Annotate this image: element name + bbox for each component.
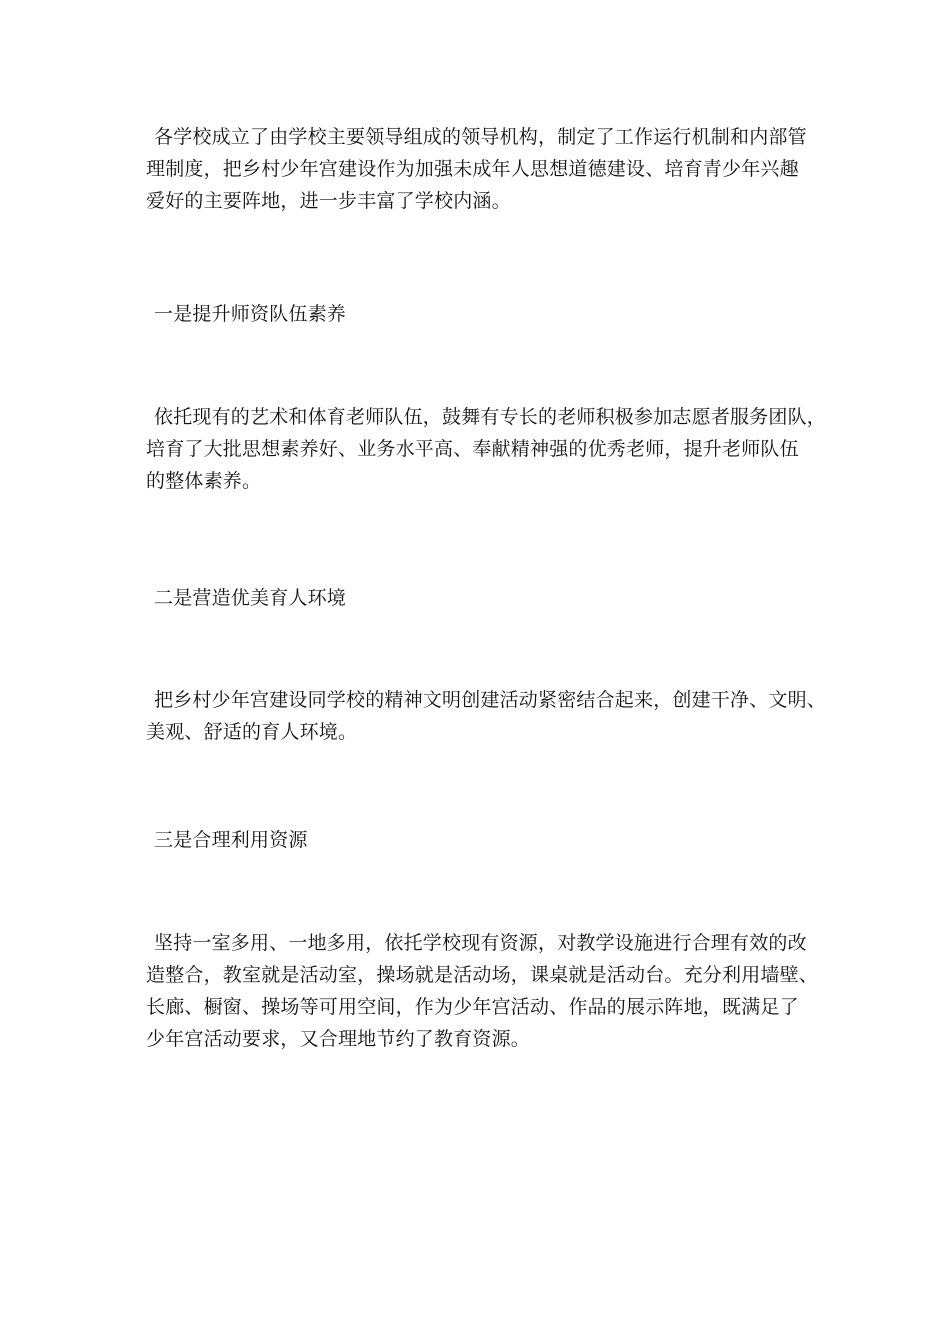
paragraph-line: 理制度，把乡村少年宫建设作为加强未成年人思想道德建设、培育青少年兴趣: [146, 158, 799, 180]
paragraph-line: 各学校成立了由学校主要领导组成的领导机构，制定了工作运行机制和内部管: [154, 126, 807, 148]
paragraph-line: 培育了大批思想素养好、业务水平高、奉献精神强的优秀老师，提升老师队伍: [146, 438, 799, 460]
paragraph-line: 坚持一室多用、一地多用，依托学校现有资源，对教学设施进行合理有效的改: [154, 932, 807, 954]
paragraph-line: 长廊、橱窗、操场等可用空间，作为少年宫活动、作品的展示阵地，既满足了: [146, 996, 799, 1018]
paragraph-line: 的整体素养。: [146, 470, 262, 492]
paragraph-line: 依托现有的艺术和体育老师队伍，鼓舞有专长的老师积极参加志愿者服务团队，: [154, 406, 827, 428]
section-heading: 二是营造优美育人环境: [154, 587, 347, 609]
section-heading: 三是合理利用资源: [154, 829, 308, 851]
paragraph-line: 美观、舒适的育人环境。: [146, 721, 358, 743]
paragraph-line: 爱好的主要阵地，进一步丰富了学校内涵。: [146, 190, 511, 212]
section-heading: 一是提升师资队伍素养: [154, 303, 347, 325]
paragraph-line: 少年宫活动要求，又合理地节约了教育资源。: [146, 1028, 531, 1050]
paragraph-organization: [146, 121, 836, 217]
paragraph-environment: [146, 684, 836, 748]
heading-resources: [146, 824, 836, 856]
heading-teacher-quality: [146, 298, 836, 330]
paragraph-line: 把乡村少年宫建设同学校的精神文明创建活动紧密结合起来，创建干净、文明、: [154, 689, 827, 711]
paragraph-teachers: [146, 401, 836, 497]
heading-environment: [146, 582, 836, 614]
paragraph-line: 造整合，教室就是活动室，操场就是活动场，课桌就是活动台。充分利用墙壁、: [146, 964, 819, 986]
paragraph-resources: [146, 927, 836, 1055]
